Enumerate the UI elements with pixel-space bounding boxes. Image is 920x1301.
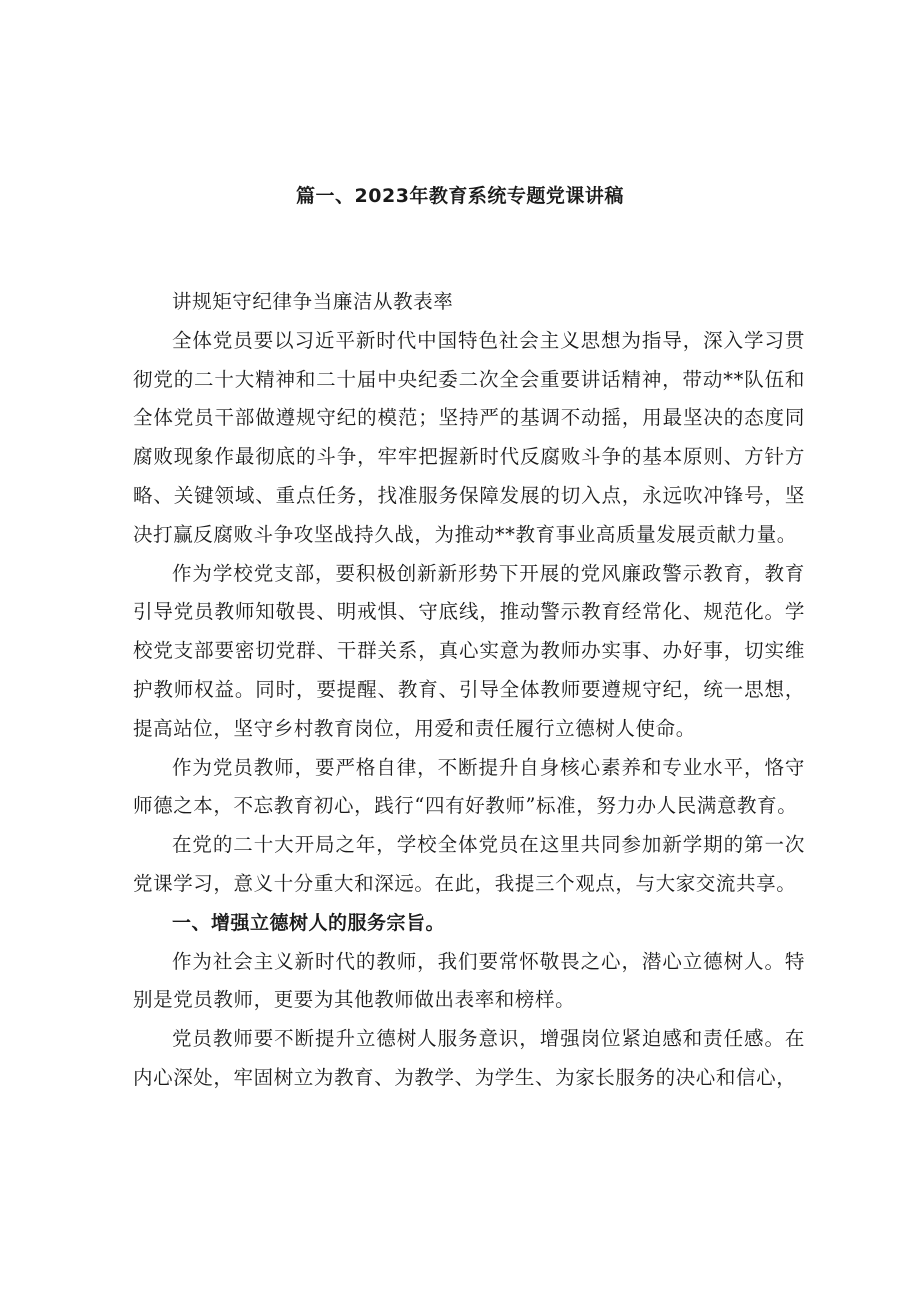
body-paragraph: 在党的二十大开局之年，学校全体党员在这里共同参加新学期的第一次党课学习，意义十分重大和深远。在此，我提三个观点，与大家交流共享。 — [133, 833, 805, 895]
body-paragraph: 作为学校党支部，要积极创新新形势下开展的党风廉政警示教育，教育引导党员教师知敬畏、明戒惧、守底线，推动警示教育经常化、规范化。学校党支部要密切党群、干群关系，真心实意为教师办实事、办好事，切实维护教师权益。同时，要提醒、教育、引导全体教师要遵规守纪，统一思想，提高站位，坚守乡村教育岗位，用爱和责任履行立德树人使命。 — [133, 561, 805, 740]
body-paragraph: 全体党员要以习近平新时代中国特色社会主义思想为指导，深入学习贯彻党的二十大精神和二十届中央纪委二次全会重要讲话精神，带动**队伍和全体党员干部做遵规守纪的模范；坚持严的基调不动摇，用最坚决的态度同腐败现象作最彻底的斗争，牢牢把握新时代反腐败斗争的基本原则、方针方略、关键领域、重点任务，找准服务保障发展的切入点，永远吹冲锋号，坚决打赢反腐败斗争攻坚战持久战，为推动**教育事业高质量发展贡献力量。 — [133, 328, 805, 546]
section-paragraph: 作为社会主义新时代的教师，我们要常怀敬畏之心，潜心立德树人。特别是党员教师，更要为其他教师做出表率和榜样。 — [133, 949, 805, 1012]
document-title: 篇一、2023年教育系统专题党课讲稿 — [296, 185, 624, 207]
section-heading: 一、增强立德树人的服务宗旨。 — [172, 911, 446, 934]
section-paragraph: 党员教师要不断提升立德树人服务意识，增强岗位紧迫感和责任感。在内心深处，牢固树立为教育、为教学、为学生、为家长服务的决心和信心， — [133, 1027, 805, 1089]
document-body — [133, 283, 805, 1098]
body-paragraph: 作为党员教师，要严格自律，不断提升自身核心素养和专业水平，恪守师德之本，不忘教育初心，践行“四有好教师”标准，努力办人民满意教育。 — [133, 755, 805, 818]
subtitle-paragraph: 讲规矩守纪律争当廉洁从教表率 — [172, 290, 454, 313]
